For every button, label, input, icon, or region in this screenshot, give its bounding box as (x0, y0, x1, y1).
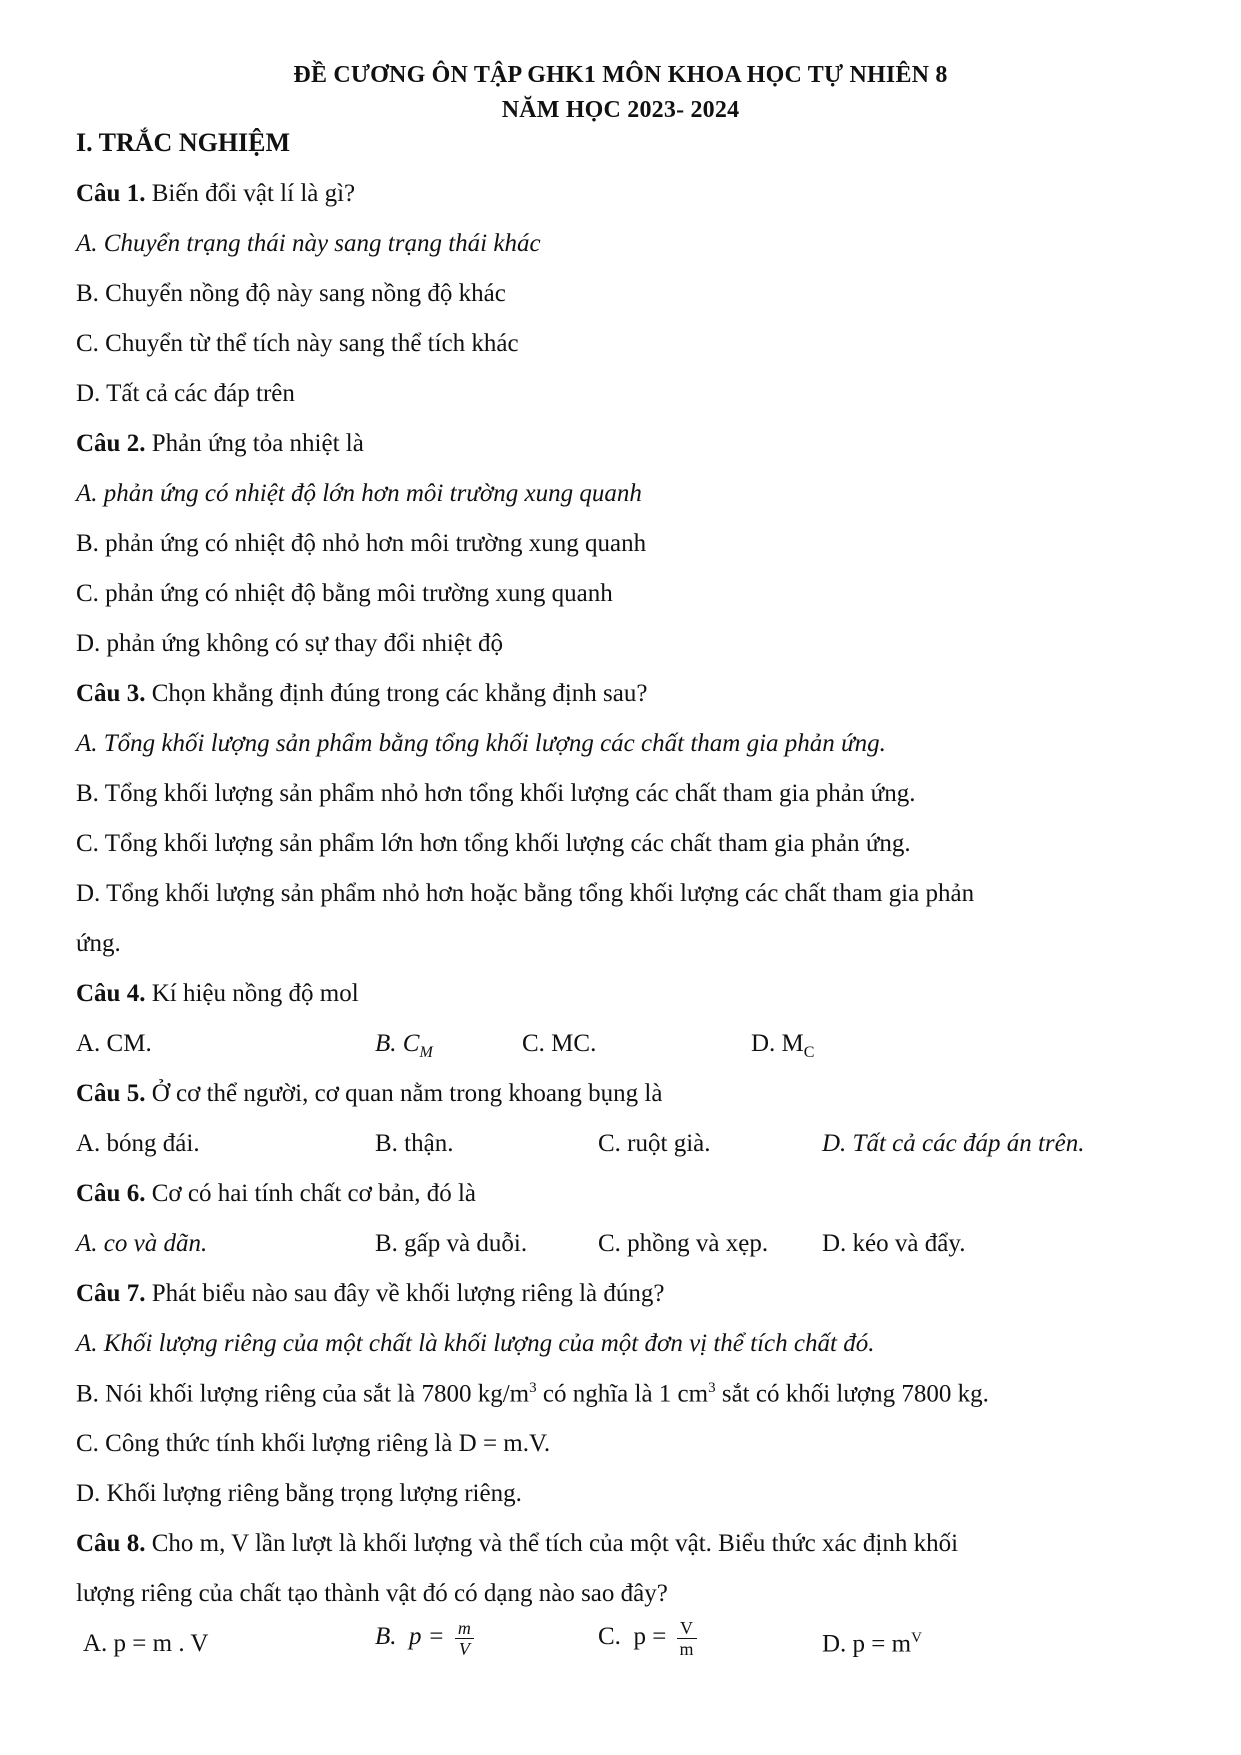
q4-option-a: A. CM. (76, 1030, 152, 1057)
question-label: Câu 7. (76, 1280, 146, 1307)
fraction: $\frac{V}{m}$ (677, 1618, 697, 1659)
q5-option-a: A. bóng đái. (76, 1130, 200, 1157)
q4-option-c: C. MC. (522, 1030, 597, 1057)
question-label: Câu 4. (76, 980, 146, 1007)
question-label: Câu 6. (76, 1180, 146, 1207)
document-title: ĐỀ CƯƠNG ÔN TẬP GHK1 MÔN KHOA HỌC TỰ NHIÊN 8 (293, 62, 948, 88)
question-text: Phát biểu nào sau đây về khối lượng riêng là đúng? (145, 1280, 665, 1307)
document-subtitle: NĂM HỌC 2023- 2024 (501, 97, 740, 123)
question-2 (76, 430, 364, 458)
q7-option-b: B. Nói khối lượng riêng của sắt là 7800 $kg/m^3$ có nghĩa là 1 $cm^3$ sắt có khối lượng 7800 kg. (76, 1380, 989, 1408)
question-text: Chọn khẳng định đúng trong các khẳng định sau? (145, 680, 648, 707)
question-label: Câu 3. (76, 680, 146, 707)
q8-option-d: D. $p = m^V$ (822, 1630, 922, 1658)
q2-option-b: B. phản ứng có nhiệt độ nhỏ hơn môi trường xung quanh (76, 530, 647, 557)
question-7 (76, 1280, 665, 1308)
question-text: Ở cơ thể người, cơ quan nằm trong khoang bụng là (145, 1080, 663, 1107)
q7-option-c: C. Công thức tính khối lượng riêng là D = m.V. (76, 1430, 551, 1457)
q3-option-d: D. Tổng khối lượng sản phẩm nhỏ hơn hoặc bằng tổng khối lượng các chất tham gia phản (76, 880, 975, 907)
question-1 (76, 180, 355, 208)
question-text: Biến đổi vật lí là gì? (145, 180, 356, 207)
q3-option-c: C. Tổng khối lượng sản phẩm lớn hơn tổng khối lượng các chất tham gia phản ứng. (76, 830, 911, 857)
q4-option-b: B. $C_M$ (375, 1030, 433, 1061)
question-4 (76, 980, 359, 1008)
fraction: $\frac{m}{V}$ (455, 1618, 474, 1659)
q8-option-b: B. p = $\frac{m}{V}$ (375, 1618, 474, 1659)
question-label: Câu 8. (76, 1530, 146, 1557)
section-heading: I. TRẮC NGHIỆM (76, 128, 291, 157)
q4-option-d: D. $M_C$ (751, 1030, 815, 1061)
question-text: Phản ứng tỏa nhiệt là (145, 430, 364, 457)
q6-option-a: A. co và dãn. (76, 1230, 208, 1257)
question-label: Câu 5. (76, 1080, 146, 1107)
question-text: Cơ có hai tính chất cơ bản, đó là (145, 1180, 476, 1207)
q8-option-c: C. p = $\frac{V}{m}$ (598, 1618, 697, 1659)
question-8 (76, 1530, 958, 1558)
q1-option-c: C. Chuyển từ thể tích này sang thể tích khác (76, 330, 519, 357)
question-label: Câu 2. (76, 430, 146, 457)
question-text: Cho m, V lần lượt là khối lượng và thể tích của một vật. Biểu thức xác định khối (145, 1530, 959, 1557)
q7-option-d: D. Khối lượng riêng bằng trọng lượng riêng. (76, 1480, 522, 1507)
q6-option-b: B. gấp và duỗi. (375, 1230, 528, 1257)
question-3 (76, 680, 647, 708)
question-label: Câu 1. (76, 180, 146, 207)
q2-option-a: A. phản ứng có nhiệt độ lớn hơn môi trường xung quanh (76, 480, 642, 507)
q5-option-b: B. thận. (375, 1130, 454, 1157)
q6-option-d: D. kéo và đẩy. (822, 1230, 966, 1257)
q3-option-d-continued: ứng. (76, 930, 121, 957)
q5-option-c: C. ruột già. (598, 1130, 711, 1157)
q2-option-d: D. phản ứng không có sự thay đổi nhiệt độ (76, 630, 504, 657)
q6-option-c: C. phồng và xẹp. (598, 1230, 769, 1257)
q5-option-d: D. Tất cả các đáp án trên. (822, 1130, 1085, 1157)
question-text: Kí hiệu nồng độ mol (145, 980, 359, 1007)
q1-option-b: B. Chuyển nồng độ này sang nồng độ khác (76, 280, 506, 307)
q1-option-a: A. Chuyển trạng thái này sang trạng thái khác (76, 230, 541, 257)
q3-option-b: B. Tổng khối lượng sản phẩm nhỏ hơn tổng khối lượng các chất tham gia phản ứng. (76, 780, 916, 807)
q1-option-d: D. Tất cả các đáp trên (76, 380, 295, 407)
question-6 (76, 1180, 476, 1208)
q8-option-a: A. p = m . V (83, 1630, 209, 1657)
q2-option-c: C. phản ứng có nhiệt độ bằng môi trường xung quanh (76, 580, 613, 607)
q7-option-a: A. Khối lượng riêng của một chất là khối lượng của một đơn vị thể tích chất đó. (76, 1330, 875, 1357)
question-5 (76, 1080, 662, 1108)
question-8-continued: lượng riêng của chất tạo thành vật đó có dạng nào sao đây? (76, 1580, 668, 1607)
q3-option-a: A. Tổng khối lượng sản phẩm bằng tổng khối lượng các chất tham gia phản ứng. (76, 730, 886, 757)
